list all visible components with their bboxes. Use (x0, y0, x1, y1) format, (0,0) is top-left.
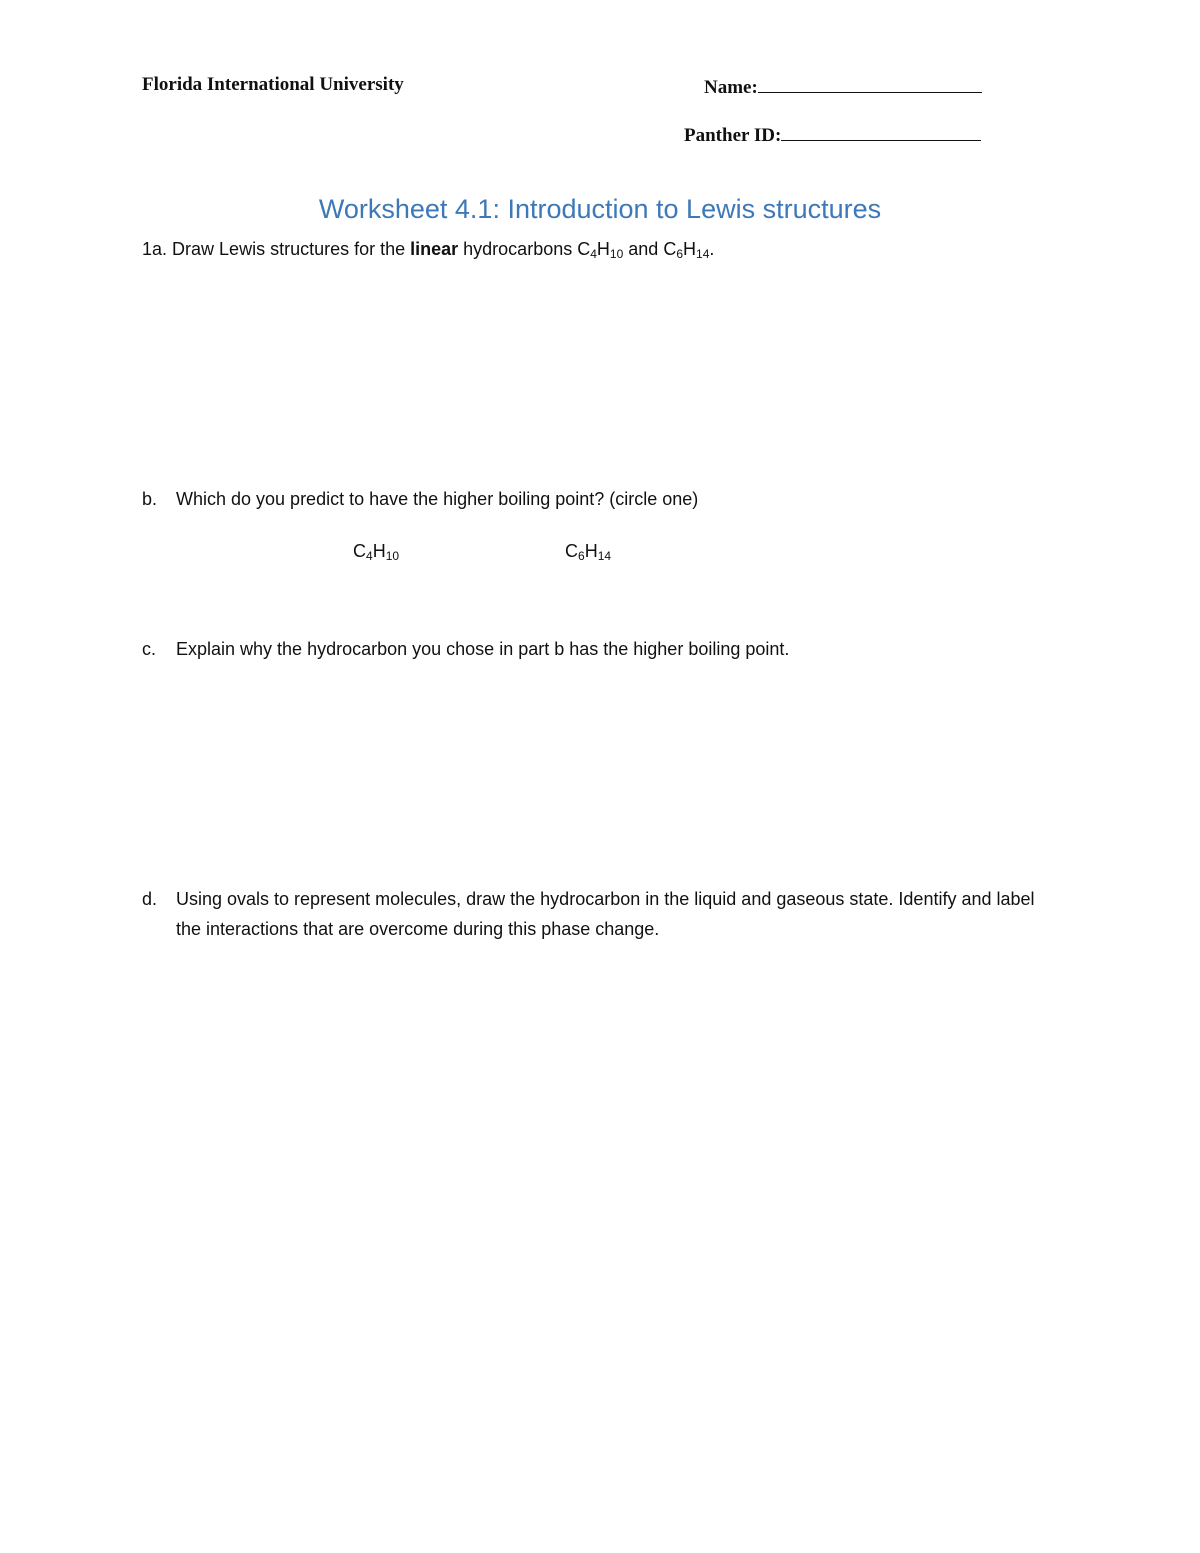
university-name: Florida International University (142, 74, 404, 95)
panther-id-label: Panther ID: (684, 125, 782, 146)
question-c-label: c. (142, 639, 157, 659)
question-d-text: Using ovals to represent molecules, draw the hydrocarbon in the liquid and gaseous state. Identify and label the interactions that are overcome during this phase change. (176, 889, 1035, 939)
question-1a (142, 234, 714, 264)
name-field[interactable] (704, 74, 982, 99)
panther-id-field[interactable] (684, 122, 981, 147)
formula-c6h14: $C_6H_{14}$ (663, 239, 710, 261)
panther-id-blank-line[interactable] (781, 122, 981, 141)
worksheet-title: Worksheet 4.1: Introduction to Lewis structures (318, 194, 882, 224)
choice-c6h14[interactable]: $C_6H_{14}$ (565, 541, 612, 563)
question-d-label: d. (142, 889, 158, 909)
question-b-text: Which do you predict to have the higher boiling point? (circle one) (176, 489, 699, 509)
question-1a-label: 1a. (142, 239, 168, 259)
question-c-text: Explain why the hydrocarbon you chose in part b has the higher boiling point. (176, 639, 790, 659)
question-1a-text: Draw Lewis structures for the linear hydrocarbons $C_4H_{10}$ and $C_6H_{14}$. (172, 239, 715, 261)
formula-c4h10: $C_4H_{10}$ (577, 239, 624, 261)
name-blank-line[interactable] (758, 74, 982, 93)
name-label: Name: (704, 77, 758, 98)
choice-c4h10[interactable]: $C_4H_{10}$ (353, 541, 400, 563)
bold-linear: linear (410, 239, 459, 259)
question-b-label: b. (142, 489, 158, 509)
